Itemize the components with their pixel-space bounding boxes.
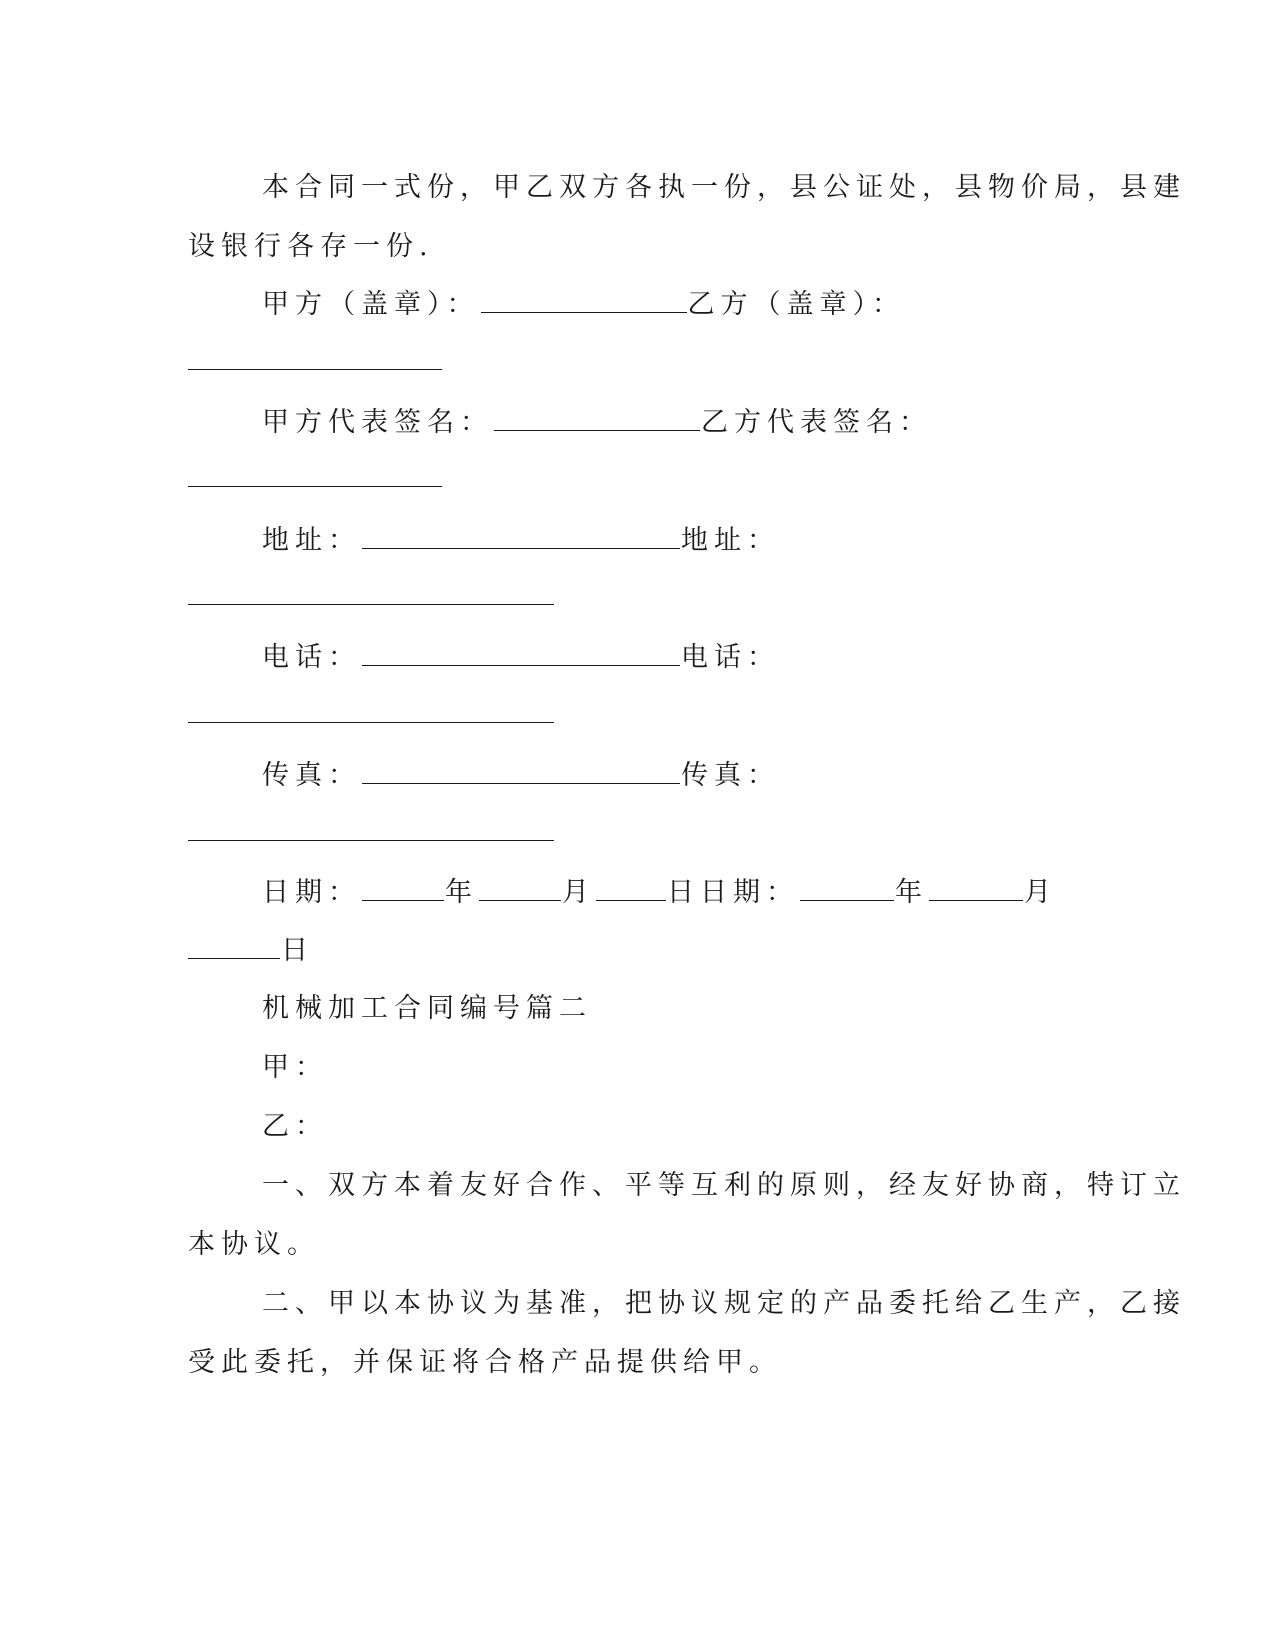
party-b-phone-label: 电话： (681, 642, 780, 673)
party-a-fax-blank[interactable] (362, 761, 680, 784)
clause-2-line1: 二、甲以本协议为基准，把协议规定的产品委托给乙生产，乙接 (262, 1288, 1186, 1319)
party-b-phone-blank[interactable] (188, 722, 554, 723)
party-a-rep-blank[interactable] (494, 408, 700, 431)
party-b-fax-label: 传真： (681, 760, 780, 791)
party-b-month-blank[interactable] (929, 878, 1023, 901)
party-a-phone-label: 电话： (262, 642, 361, 673)
date-row (262, 876, 1057, 910)
party-b-label: 乙： (262, 1111, 328, 1142)
party-b-address-label: 地址： (681, 525, 780, 556)
clause-1-line1: 一、双方本着友好合作、平等互利的原则，经友好协商，特订立 (262, 1170, 1186, 1201)
clause-2-line2: 受此委托，并保证将合格产品提供给甲。 (188, 1347, 782, 1378)
party-b-year-blank[interactable] (800, 878, 894, 901)
party-a-address-blank[interactable] (362, 526, 680, 549)
party-a-address-label: 地址： (262, 525, 361, 556)
month-label-b: 月 (1024, 877, 1057, 908)
paragraph-copies-line1: 本合同一式份，甲乙双方各执一份，县公证处，县物价局，县建 (262, 172, 1186, 203)
day-label-a-and-date-label-b: 日日期： (667, 877, 799, 908)
party-b-rep-blank[interactable] (188, 486, 442, 487)
date-row-continued (188, 934, 314, 968)
representative-row (262, 406, 932, 440)
month-label-a: 月 (562, 877, 595, 908)
day-label-b: 日 (281, 935, 314, 966)
phone-row (262, 641, 780, 675)
party-a-rep-label: 甲方代表签名： (262, 407, 493, 438)
paragraph-copies-line2: 设银行各存一份. (188, 231, 434, 262)
party-b-day-blank[interactable] (188, 936, 280, 959)
party-b-fax-blank[interactable] (188, 840, 554, 841)
party-a-label: 甲： (262, 1052, 328, 1083)
clause-1-line2: 本协议。 (188, 1229, 320, 1260)
party-b-rep-label: 乙方代表签名： (701, 407, 932, 438)
party-a-year-blank[interactable] (362, 878, 444, 901)
year-label-a: 年 (445, 877, 478, 908)
section-title: 机械加工合同编号篇二 (262, 993, 592, 1024)
party-a-seal-blank[interactable] (481, 290, 687, 313)
fax-row (262, 759, 780, 793)
party-a-day-blank[interactable] (596, 878, 666, 901)
party-a-date-label: 日期： (262, 877, 361, 908)
address-row (262, 524, 780, 558)
year-label-b: 年 (895, 877, 928, 908)
party-a-fax-label: 传真： (262, 760, 361, 791)
party-b-seal-label: 乙方（盖章）： (687, 289, 905, 320)
party-b-seal-blank[interactable] (188, 369, 442, 370)
party-a-phone-blank[interactable] (362, 643, 680, 666)
party-a-seal-label: 甲方（盖章）： (262, 289, 480, 320)
seal-row (262, 288, 905, 322)
party-b-address-blank[interactable] (188, 604, 554, 605)
party-a-month-blank[interactable] (479, 878, 561, 901)
